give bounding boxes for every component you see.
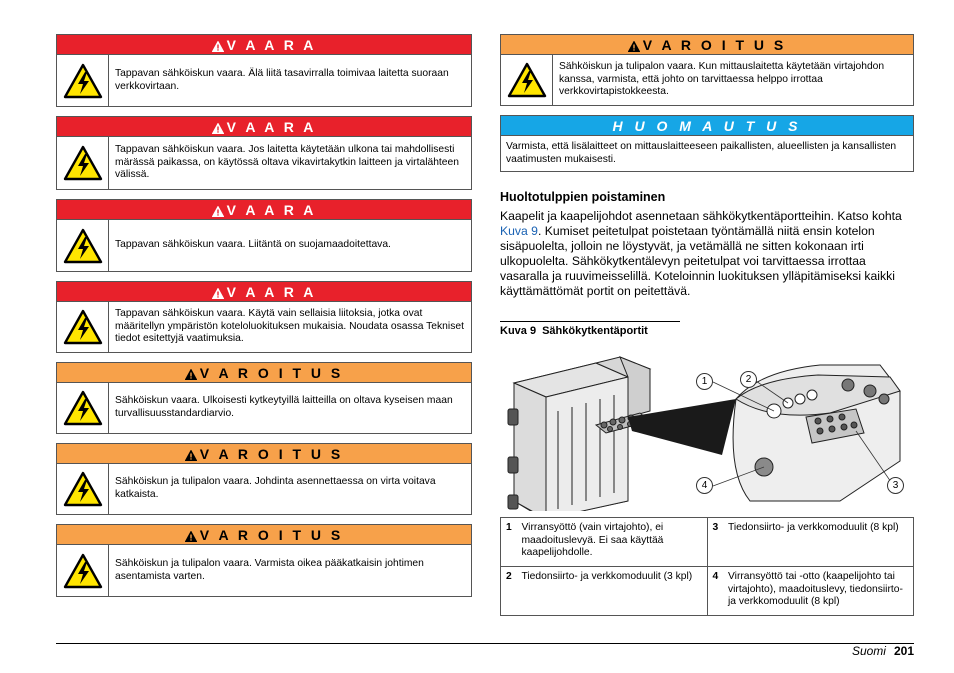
alert-triangle-icon bbox=[212, 123, 224, 134]
notice-text: Varmista, että lisälaitteet on mittauslaitteeseen paikallisten, alueellisten ja kansallisten vaatimusten mukaisesti. bbox=[506, 141, 897, 165]
hazard-box-2 bbox=[56, 116, 472, 190]
alert-triangle-icon bbox=[212, 41, 224, 52]
hazard-box-7 bbox=[56, 524, 472, 597]
hazard-box-6 bbox=[56, 443, 472, 515]
notice-header: H U O M A U T U S bbox=[501, 116, 913, 136]
electric-shock-warning-icon bbox=[57, 220, 109, 271]
paragraph-text-end: . Kumiset peitetulpat poistetaan työntämällä niitä ensin kotelon sisäpuolelta, jolloin ne löystyvät, ja vetämällä ne sitten kokonaan irti ulkopuolelta. Sähkökytkentälevyn peitetulpat voi tarvittaessa irrottaa vasaralla ja ruuvimeisselillä. Koteloinnin luokituksen ylläpitämiseksi kaikki käyttämättömät portit on peitettävä. bbox=[500, 224, 895, 299]
electric-shock-warning-icon bbox=[57, 55, 109, 106]
hazard-label: V A R O I T U S bbox=[199, 365, 344, 381]
section-paragraph bbox=[500, 209, 914, 299]
paragraph-text-start: Kaapelit ja kaapelijohdot asennetaan sähkökytkentäportteihin. Katso kohta bbox=[500, 209, 902, 224]
electric-shock-warning-icon bbox=[57, 383, 109, 433]
hazard-header bbox=[57, 525, 471, 545]
hazard-header bbox=[501, 35, 913, 55]
legend-number: 3 bbox=[707, 518, 723, 567]
hazard-header bbox=[57, 363, 471, 383]
legend-number: 2 bbox=[501, 566, 517, 615]
alert-triangle-icon bbox=[185, 369, 197, 380]
hazard-box-5 bbox=[56, 362, 472, 434]
section-title: Huoltotulppien poistaminen bbox=[500, 190, 666, 205]
electric-shock-warning-icon bbox=[57, 137, 109, 189]
hazard-label: V A R O I T U S bbox=[642, 37, 787, 53]
hazard-label: V A R O I T U S bbox=[199, 446, 344, 462]
hazard-label: V A A R A bbox=[226, 202, 317, 218]
hazard-text: Sähköiskun ja tulipalon vaara. Varmista oikea pääkatkaisin johtimen asentamista varten. bbox=[115, 557, 424, 582]
legend-number: 4 bbox=[707, 566, 723, 615]
hazard-text: Tappavan sähköiskun vaara. Käytä vain sellaisia liitoksia, jotka ovat määritellyn ympäristön koteloluokituksen mukaisia. Noudata osassa Tekniset tiedot esitettyjä vaatimuksia. bbox=[115, 308, 464, 345]
legend-number: 1 bbox=[501, 518, 517, 567]
hazard-header bbox=[57, 282, 471, 302]
alert-triangle-icon bbox=[212, 288, 224, 299]
hazard-label: V A A R A bbox=[226, 37, 317, 53]
callout-2: 2 bbox=[740, 371, 757, 388]
hazard-label: V A A R A bbox=[226, 284, 317, 300]
right-column bbox=[500, 34, 914, 616]
alert-triangle-icon bbox=[185, 531, 197, 542]
hazard-text: Sähköiskun ja tulipalon vaara. Johdinta asennettaessa on virta voitava katkaista. bbox=[115, 476, 436, 500]
figure-link[interactable]: Kuva 9 bbox=[500, 224, 538, 239]
hazard-box-4 bbox=[56, 281, 472, 353]
footer-language: Suomi bbox=[851, 644, 886, 658]
hazard-header bbox=[57, 35, 471, 55]
hazard-box-3 bbox=[56, 199, 472, 272]
hazard-label: V A A R A bbox=[226, 119, 317, 135]
callout-1: 1 bbox=[696, 373, 713, 390]
electric-shock-warning-icon bbox=[57, 545, 109, 596]
footer-divider bbox=[56, 643, 914, 644]
hazard-header bbox=[57, 117, 471, 137]
figure-title: Sähkökytkentäportit bbox=[542, 325, 648, 338]
legend-text: Virransyöttö tai -otto (kaapelijohto tai virtajohto), maadoituslevy, tiedonsiirto- ja verkkomoduulit (8 kpl) bbox=[723, 566, 914, 615]
figure-number: Kuva 9 bbox=[500, 325, 537, 338]
hazard-text: Sähköiskun ja tulipalon vaara. Kun mittauslaitetta käytetään virtajohdon kanssa, varmista, että johto on tarvittaessa helppo irrottaa verkkovirtapistokkeesta. bbox=[559, 61, 885, 98]
electric-shock-warning-icon bbox=[57, 464, 109, 514]
figure-illustration bbox=[500, 351, 914, 511]
hazard-header bbox=[57, 444, 471, 464]
hazard-box-1 bbox=[56, 34, 472, 107]
hazard-text: Tappavan sähköiskun vaara. Älä liitä tasavirralla toimivaa laitetta suoraan verkkovirtaan. bbox=[115, 67, 449, 92]
hazard-header bbox=[57, 200, 471, 220]
page-number: 201 bbox=[893, 644, 914, 658]
table-row bbox=[501, 566, 914, 615]
electric-shock-warning-icon bbox=[57, 302, 109, 352]
electric-shock-warning-icon bbox=[501, 55, 553, 105]
left-column bbox=[56, 34, 472, 606]
figure-legend-table bbox=[500, 517, 914, 616]
figure-caption bbox=[500, 321, 680, 337]
hazard-text: Tappavan sähköiskun vaara. Liitäntä on suojamaadoitettava. bbox=[115, 239, 391, 251]
legend-text: Tiedonsiirto- ja verkkomoduulit (3 kpl) bbox=[516, 566, 707, 615]
notice-box bbox=[500, 115, 914, 172]
legend-text: Tiedonsiirto- ja verkkomoduulit (8 kpl) bbox=[723, 518, 914, 567]
hazard-label: V A R O I T U S bbox=[199, 527, 344, 543]
alert-triangle-icon bbox=[628, 41, 640, 52]
page-footer bbox=[852, 644, 914, 658]
hazard-text: Tappavan sähköiskun vaara. Jos laitetta käytetään ulkona tai mahdollisesti märässä paikassa, on käytössä oltava vikavirtakytkin laitteen ja virtalähteen välissä. bbox=[115, 144, 459, 181]
alert-triangle-icon bbox=[212, 206, 224, 217]
hazard-text: Sähköiskun vaara. Ulkoisesti kytkeytyillä laitteilla on oltava kyseisen maan turvallisuusstandardiarvio. bbox=[115, 395, 453, 419]
table-row bbox=[501, 518, 914, 567]
legend-text: Virransyöttö (vain virtajohto), ei maadoituslevyä. Ei saa käyttää kaapelijohdolle. bbox=[516, 518, 707, 567]
hazard-box-right bbox=[500, 34, 914, 106]
callout-3: 3 bbox=[887, 477, 904, 494]
alert-triangle-icon bbox=[185, 450, 197, 461]
callout-4: 4 bbox=[696, 477, 713, 494]
